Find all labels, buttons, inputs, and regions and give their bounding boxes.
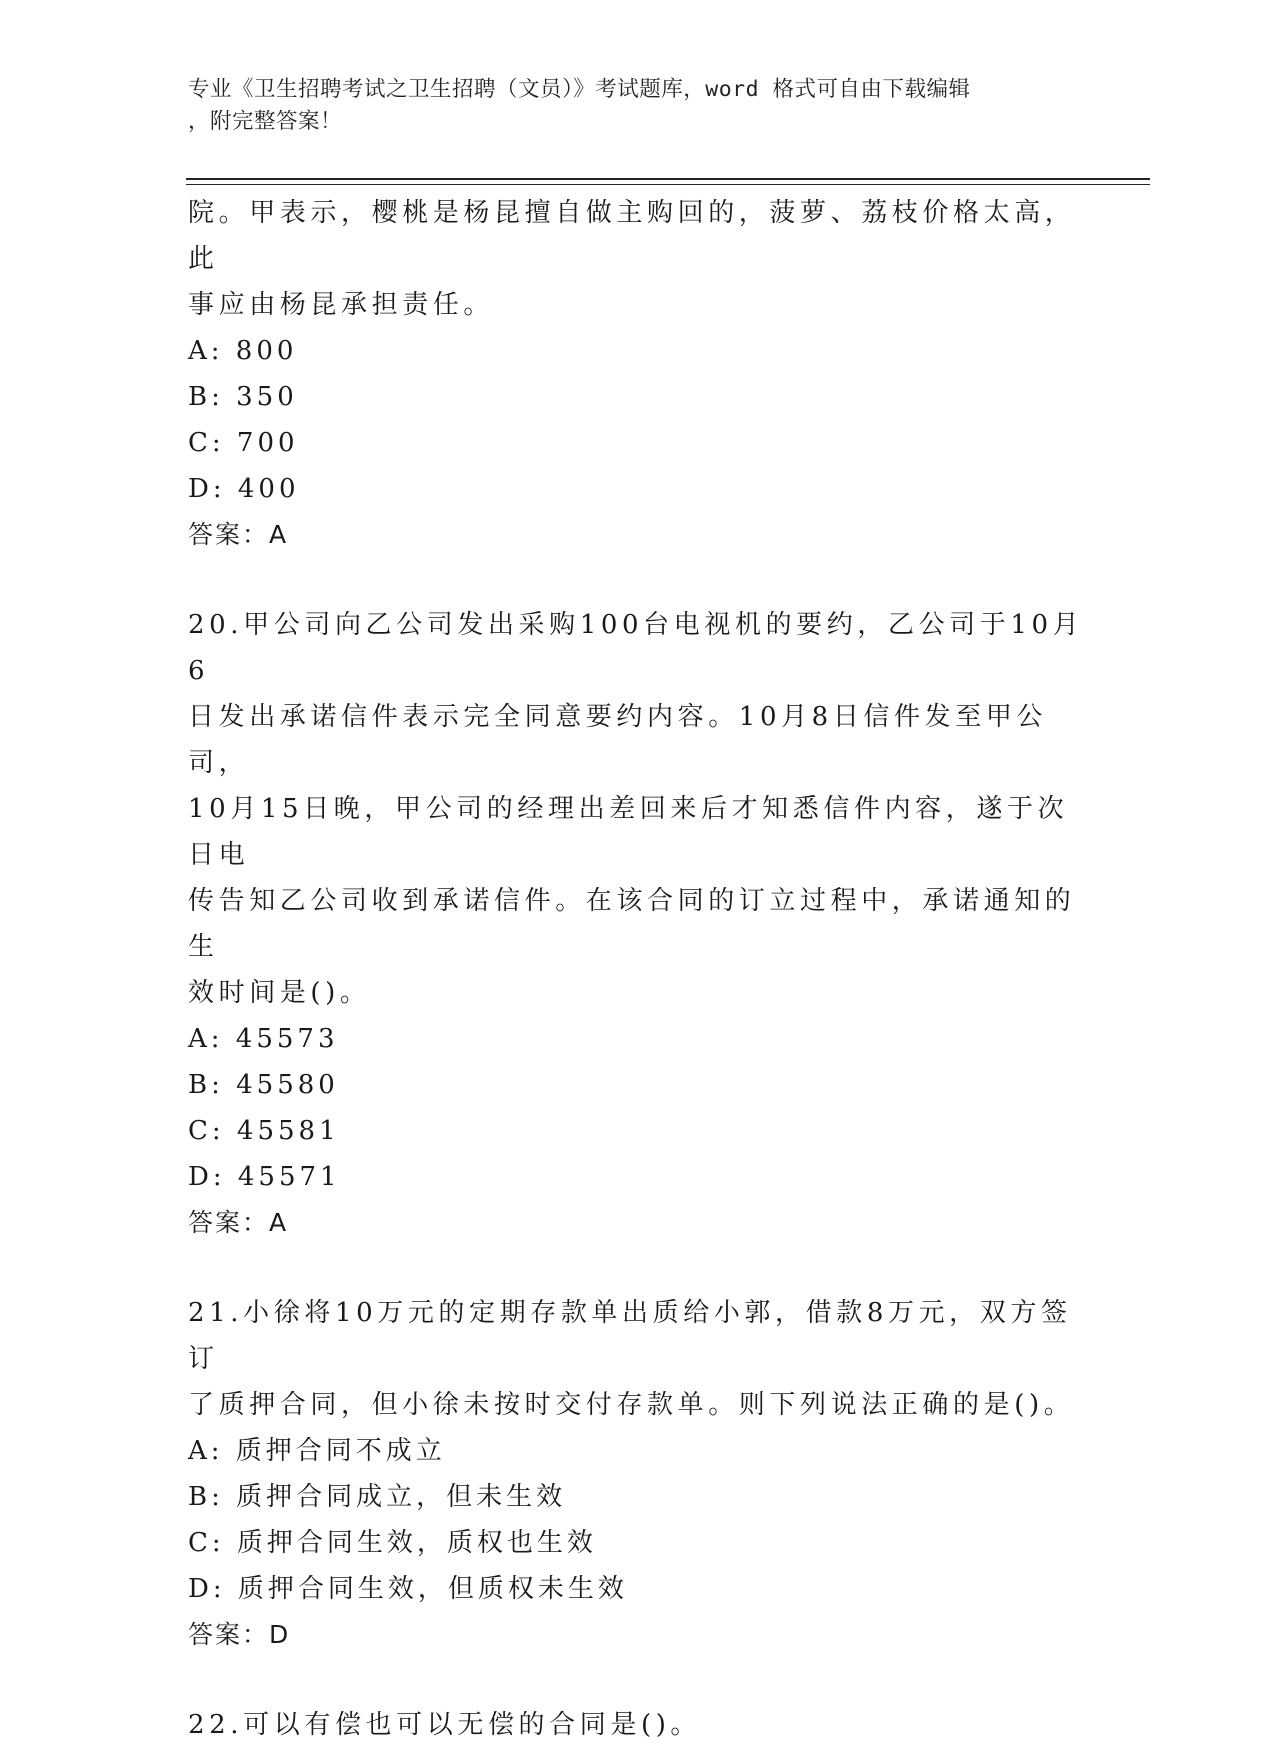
answer-line: 答案：A	[188, 520, 289, 549]
question-text-line: 传告知乙公司收到承诺信件。在该合同的订立过程中，承诺通知的生	[188, 886, 1076, 962]
answer-line: 答案：A	[188, 1208, 289, 1237]
option-b: B: 质押合同成立，但未生效	[188, 1482, 567, 1512]
question-text-line: 效时间是()。	[188, 978, 371, 1008]
question-text-line: 了质押合同，但小徐未按时交付存款单。则下列说法正确的是()。	[188, 1390, 1075, 1420]
question-text-line: 事应由杨昆承担责任。	[188, 290, 495, 320]
option-b: B: 350	[188, 382, 298, 412]
option-a: A: 质押合同不成立	[188, 1436, 446, 1466]
option-c: C: 45581	[188, 1116, 340, 1146]
question-text-line: 22.可以有偿也可以无偿的合同是()。	[188, 1710, 702, 1740]
document-header	[188, 74, 1068, 138]
question-20	[188, 602, 1088, 1246]
option-a: A: 800	[188, 336, 298, 366]
header-rule-thick	[186, 178, 1150, 180]
header-rule-thin	[186, 184, 1150, 185]
document-body	[188, 190, 1088, 1748]
question-text-line: 10月15日晚，甲公司的经理出差回来后才知悉信件内容，遂于次日电	[188, 794, 1069, 870]
option-a: A: 45573	[188, 1024, 339, 1054]
question-text-line: 日发出承诺信件表示完全同意要约内容。10月8日信件发至甲公司，	[188, 702, 1048, 778]
question-19-continuation	[188, 190, 1088, 558]
option-d: D: 质押合同生效，但质权未生效	[188, 1574, 628, 1604]
answer-line: 答案：D	[188, 1620, 291, 1649]
question-22	[188, 1702, 1088, 1748]
question-text-line: 院。甲表示，樱桃是杨昆擅自做主购回的，菠萝、荔枝价格太高，此	[188, 198, 1076, 274]
question-21	[188, 1290, 1088, 1658]
question-text-line: 21.小徐将10万元的定期存款单出质给小郭，借款8万元，双方签订	[188, 1298, 1072, 1374]
option-c: C: 质押合同生效，质权也生效	[188, 1528, 597, 1558]
option-b: B: 45580	[188, 1070, 339, 1100]
header-line-2: ，附完整答案！	[188, 109, 343, 134]
option-c: C: 700	[188, 428, 299, 458]
option-d: D: 400	[188, 474, 300, 504]
header-line-1: 专业《卫生招聘考试之卫生招聘（文员）》考试题库，word 格式可自由下载编辑	[188, 77, 971, 102]
question-text-line: 20.甲公司向乙公司发出采购100台电视机的要约，乙公司于10月6	[188, 610, 1084, 686]
option-d: D: 45571	[188, 1162, 341, 1192]
